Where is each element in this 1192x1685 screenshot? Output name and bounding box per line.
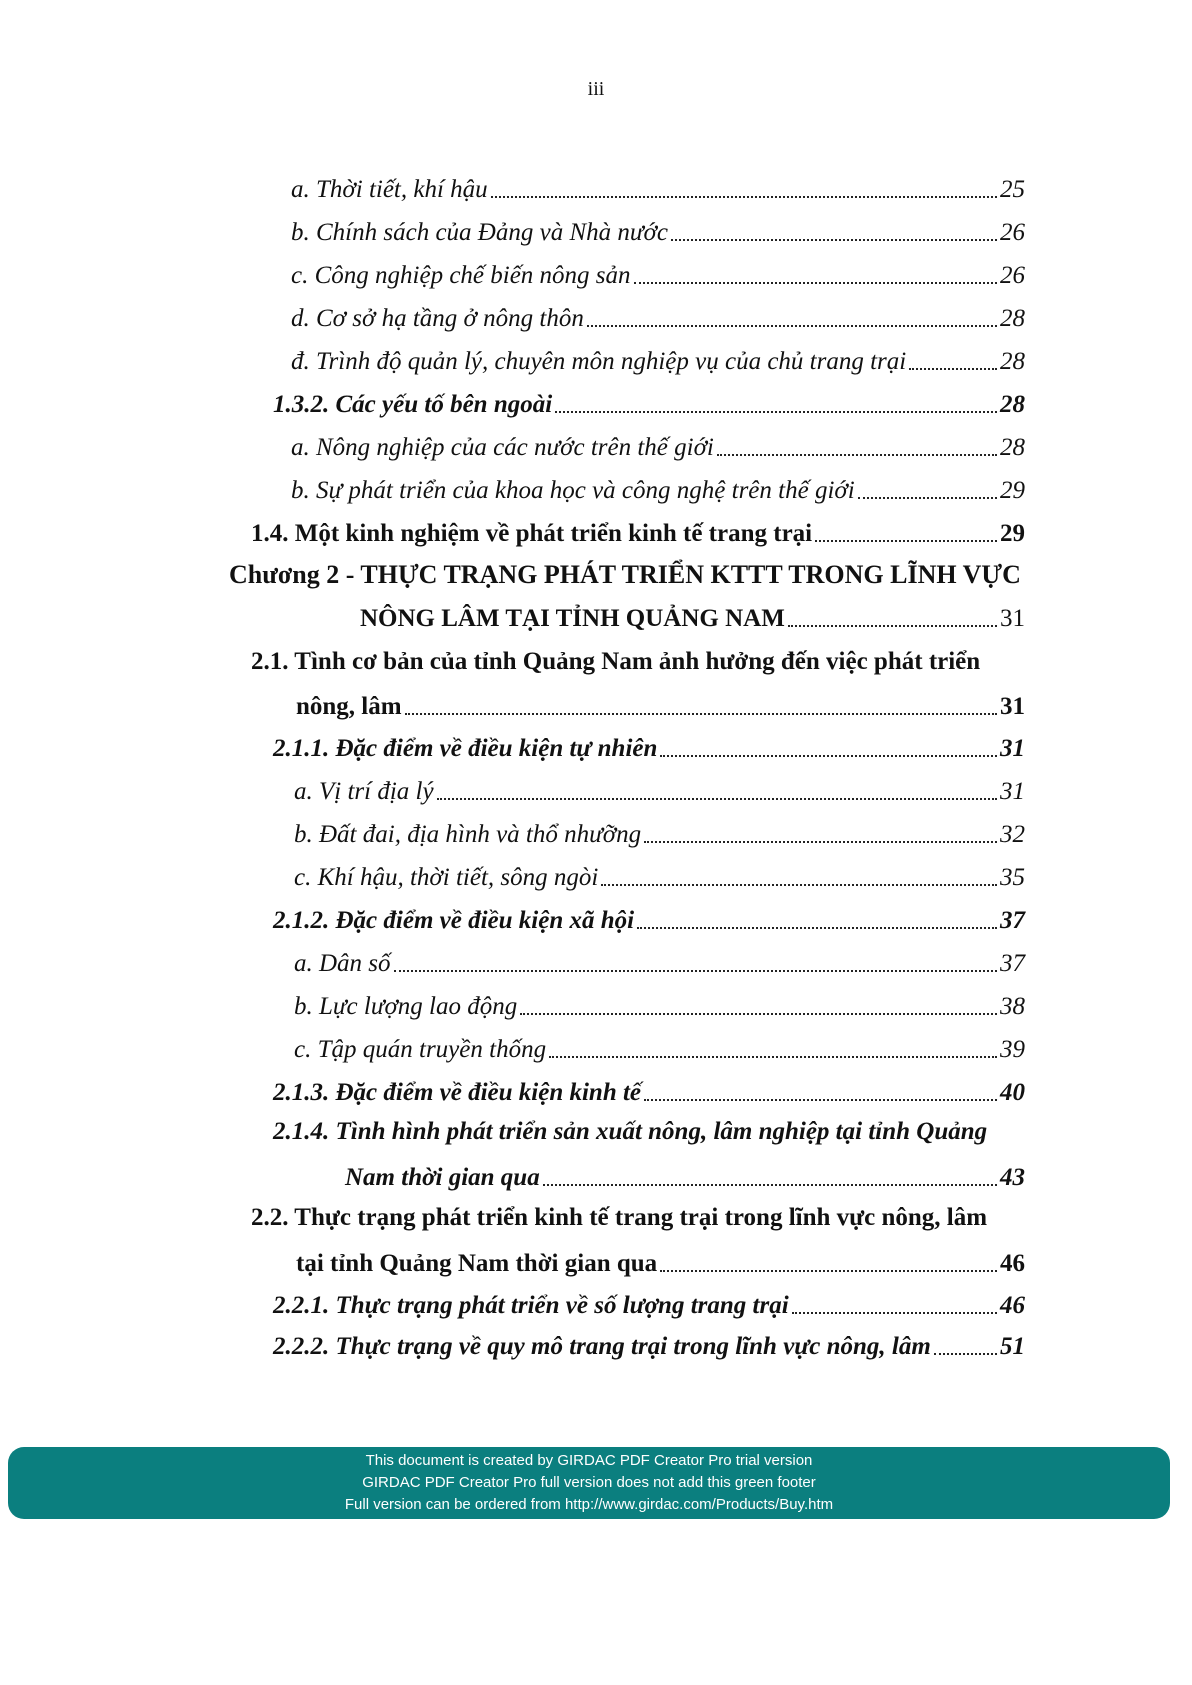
toc-entry-label: 2.2.2. Thực trạng về quy mô trang trại trong lĩnh vực nông, lâm xyxy=(273,1333,931,1360)
dot-leader xyxy=(644,841,997,843)
toc-entry-label: đ. Trình độ quản lý, chuyên môn nghiệp vụ của chủ trang trại xyxy=(291,348,907,375)
dot-leader xyxy=(909,368,997,370)
toc-entry-page: 31 xyxy=(1000,693,1025,720)
dot-leader xyxy=(815,540,997,542)
toc-entry-page: 28 xyxy=(1000,434,1025,461)
toc-entry-label: b. Chính sách của Đảng và Nhà nước xyxy=(291,219,668,246)
dot-leader xyxy=(437,798,997,800)
dot-leader xyxy=(934,1353,997,1355)
toc-entry-page: 28 xyxy=(1000,391,1025,418)
toc-entry[interactable] xyxy=(294,773,1025,807)
dot-leader xyxy=(405,713,997,715)
chapter-heading-line1: Chương 2 - THỰC TRẠNG PHÁT TRIỂN KTTT TRONG LĨNH VỰC xyxy=(229,560,1021,589)
toc-entry[interactable] xyxy=(296,1245,1025,1279)
section-heading[interactable] xyxy=(251,1203,1025,1233)
toc-entry-label: b. Đất đai, địa hình và thổ nhưỡng xyxy=(294,821,642,848)
toc-entry-label: 2.1.3. Đặc điểm về điều kiện kinh tế xyxy=(273,1079,642,1106)
trial-watermark-footer xyxy=(8,1447,1170,1519)
chapter-heading[interactable] xyxy=(229,560,1025,590)
toc-entry-label: Nam thời gian qua xyxy=(345,1164,540,1191)
toc-entry-page: 37 xyxy=(1000,907,1025,934)
section-heading-line1: 2.1.4. Tình hình phát triển sản xuất nông, lâm nghiệp tại tỉnh Quảng xyxy=(273,1118,988,1145)
toc-entry-page: 26 xyxy=(1000,219,1025,246)
toc-entry-page: 32 xyxy=(1000,821,1025,848)
dot-leader xyxy=(717,454,997,456)
toc-entry[interactable] xyxy=(273,1287,1025,1321)
toc-entry[interactable] xyxy=(294,1031,1025,1065)
footer-line: Full version can be ordered from http://www.girdac.com/Products/Buy.htm xyxy=(344,1496,834,1513)
toc-entry-page: 39 xyxy=(1000,1036,1025,1063)
toc-entry-page: 25 xyxy=(1000,176,1025,203)
toc-entry-page: 29 xyxy=(1000,520,1025,547)
toc-entry-page: 31 xyxy=(1000,778,1025,805)
dot-leader xyxy=(792,1312,997,1314)
toc-entry[interactable] xyxy=(294,988,1025,1022)
toc-entry-label: 2.1.2. Đặc điểm về điều kiện xã hội xyxy=(273,907,635,934)
toc-entry-page: 37 xyxy=(1000,950,1025,977)
toc-entry[interactable] xyxy=(294,859,1025,893)
toc-entry-label: 1.3.2. Các yếu tố bên ngoài xyxy=(273,391,553,418)
toc-entry-page: 28 xyxy=(1000,305,1025,332)
toc-entry[interactable] xyxy=(291,472,1025,506)
toc-entry[interactable] xyxy=(251,515,1025,549)
toc-entry-page: 29 xyxy=(1000,477,1025,504)
dot-leader xyxy=(660,755,997,757)
toc-entry[interactable] xyxy=(296,688,1025,722)
toc-entry-label: a. Nông nghiệp của các nước trên thế giới xyxy=(291,434,714,461)
toc-entry[interactable] xyxy=(294,945,1025,979)
toc-entry-label: a. Dân số xyxy=(294,950,391,977)
toc-entry-page: 31 xyxy=(1000,605,1025,632)
dot-leader xyxy=(671,239,997,241)
toc-entry-label: tại tỉnh Quảng Nam thời gian qua xyxy=(296,1250,658,1277)
toc-entry[interactable] xyxy=(291,171,1025,205)
toc-entry-label: c. Công nghiệp chế biến nông sản xyxy=(291,262,631,289)
toc-entry-label: b. Lực lượng lao động xyxy=(294,993,518,1020)
dot-leader xyxy=(491,196,997,198)
toc-entry-label: 2.2.1. Thực trạng phát triển về số lượng trang trại xyxy=(273,1292,789,1319)
dot-leader xyxy=(601,884,997,886)
toc-entry-page: 43 xyxy=(1000,1164,1025,1191)
toc-entry-page: 28 xyxy=(1000,348,1025,375)
toc-entry-page: 51 xyxy=(1000,1333,1025,1360)
toc-entry[interactable] xyxy=(291,214,1025,248)
toc-entry-label: 1.4. Một kinh nghiệm về phát triển kinh tế trang trại xyxy=(251,520,813,547)
toc-entry-label: d. Cơ sở hạ tầng ở nông thôn xyxy=(291,305,584,332)
section-heading[interactable] xyxy=(273,1117,1025,1147)
toc-entry[interactable] xyxy=(291,300,1025,334)
toc-entry-label: NÔNG LÂM TẠI TỈNH QUẢNG NAM xyxy=(360,605,785,632)
toc-entry-page: 38 xyxy=(1000,993,1025,1020)
dot-leader xyxy=(394,970,997,972)
toc-entry-page: 46 xyxy=(1000,1292,1025,1319)
section-heading-line1: 2.1. Tình cơ bản của tỉnh Quảng Nam ảnh hưởng đến việc phát triển xyxy=(251,648,981,675)
toc-entry-label: c. Tập quán truyền thống xyxy=(294,1036,547,1063)
toc-entry-label: c. Khí hậu, thời tiết, sông ngòi xyxy=(294,864,599,891)
dot-leader xyxy=(788,625,997,627)
toc-entry-page: 46 xyxy=(1000,1250,1025,1277)
toc-entry[interactable] xyxy=(291,257,1025,291)
toc-entry[interactable] xyxy=(345,1159,1025,1193)
dot-leader xyxy=(587,325,997,327)
toc-entry[interactable] xyxy=(273,1074,1025,1108)
toc-entry-page: 31 xyxy=(1000,735,1025,762)
dot-leader xyxy=(543,1184,997,1186)
toc-entry-page: 26 xyxy=(1000,262,1025,289)
toc-entry[interactable] xyxy=(273,386,1025,420)
toc-entry-label: b. Sự phát triển của khoa học và công nghệ trên thế giới xyxy=(291,477,855,504)
footer-line: This document is created by GIRDAC PDF Creator Pro trial version xyxy=(365,1452,813,1469)
toc-entry-page: 40 xyxy=(1000,1079,1025,1106)
dot-leader xyxy=(549,1056,997,1058)
dot-leader xyxy=(637,927,997,929)
page-number: iii xyxy=(587,78,605,100)
dot-leader xyxy=(858,497,997,499)
toc-entry-label: 2.1.1. Đặc điểm về điều kiện tự nhiên xyxy=(273,735,658,762)
dot-leader xyxy=(660,1270,997,1272)
dot-leader xyxy=(634,282,997,284)
dot-leader xyxy=(644,1099,997,1101)
section-heading[interactable] xyxy=(251,647,1025,677)
dot-leader xyxy=(520,1013,997,1015)
toc-entry[interactable] xyxy=(273,902,1025,936)
toc-entry[interactable] xyxy=(273,730,1025,764)
toc-entry[interactable] xyxy=(273,1328,1025,1362)
toc-entry-label: a. Vị trí địa lý xyxy=(294,778,434,805)
toc-entry[interactable] xyxy=(291,429,1025,463)
dot-leader xyxy=(555,411,997,413)
toc-entry-label: a. Thời tiết, khí hậu xyxy=(291,176,488,203)
footer-line: GIRDAC PDF Creator Pro full version does not add this green footer xyxy=(362,1474,816,1491)
toc-entry-label: nông, lâm xyxy=(296,693,402,720)
toc-entry[interactable] xyxy=(294,816,1025,850)
toc-entry[interactable] xyxy=(291,343,1025,377)
toc-entry[interactable] xyxy=(360,600,1025,634)
section-heading-line1: 2.2. Thực trạng phát triển kinh tế trang trại trong lĩnh vực nông, lâm xyxy=(251,1204,988,1231)
toc-entry-page: 35 xyxy=(1000,864,1025,891)
